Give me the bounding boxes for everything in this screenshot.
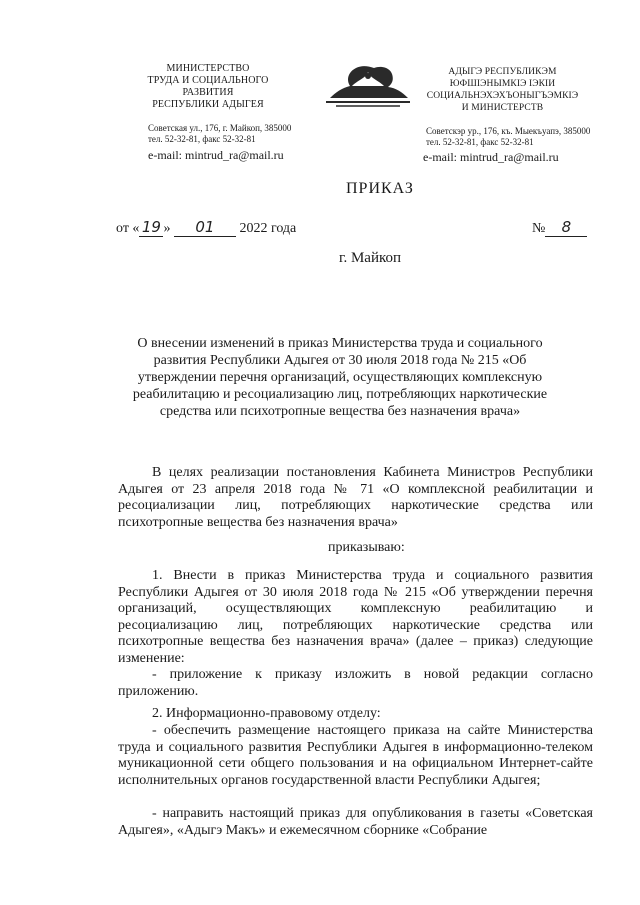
number-value: 8 bbox=[545, 218, 587, 237]
email-ady: e-mail: mintrud_ra@mail.ru bbox=[423, 150, 559, 164]
document-title: ПРИКАЗ bbox=[346, 180, 414, 197]
date-mid: » bbox=[163, 221, 171, 236]
address-line: Советская ул., 176, г. Майкоп, 385000 bbox=[148, 123, 292, 133]
order-number bbox=[532, 218, 587, 237]
clause-item: - приложение к приказу изложить в новой редакции согласно приложению. bbox=[118, 667, 593, 699]
order-subject: О внесении изменений в приказ Министерства труда и социального развития Республики Адыгея от 30 июля 2018 года № 215 «Об утверждении перечня организаций, осуществляющих комплексную реабилитацию и ресоциализацию лиц, потребляющих наркотические средства или психотропные вещества без назначения врача» bbox=[132, 336, 548, 419]
phone-line: тел. 52-32-81, факс 52-32-81 bbox=[148, 134, 256, 144]
orders-word: приказываю: bbox=[328, 540, 405, 555]
preamble: В целях реализации постановления Кабинета Министров Республики Адыгея от 23 апреля 2018 года № 71 «О комплексной реабилитации и ресоциализации лиц, потребляющих наркотические средства или психотропные вещества без назначения врача» bbox=[118, 465, 593, 530]
city: г. Майкоп bbox=[339, 250, 402, 266]
clause-1 bbox=[118, 568, 593, 700]
address-ru bbox=[148, 123, 291, 145]
ministry-line: ТРУДА И СОЦИАЛЬНОГО bbox=[147, 75, 269, 86]
ministry-line: СОЦИАЛЬНЭХЭХЪОНЫГЪЭМКІЭ bbox=[426, 91, 579, 101]
ministry-line: МИНИСТЕРСТВО bbox=[166, 63, 250, 74]
email-ru: e-mail: mintrud_ra@mail.ru bbox=[148, 148, 284, 162]
clause-2: 2. Информационно-правовому отделу: bbox=[152, 706, 381, 721]
number-prefix: № bbox=[532, 221, 546, 236]
republic-emblem-icon bbox=[322, 58, 414, 110]
clause-text: 1. Внести в приказ Министерства труда и социального развития Республики Адыгея от 30 июля 2018 года № 215 «Об утверждении перечня организаций, осуществляющих комплексную реабилитацию и ресоциализацию лиц, потребляющих наркотические средства или психотропные вещества без назначения врача» (далее – приказ) следующие изменение: bbox=[118, 568, 593, 666]
ministry-line: АДЫГЭ РЕСПУБЛИКЭМ bbox=[448, 67, 557, 77]
ministry-line: РЕСПУБЛИКИ АДЫГЕЯ bbox=[152, 99, 264, 110]
date-day: 19 bbox=[139, 218, 163, 237]
phone-line: тел. 52-32-81, факс 52-32-81 bbox=[426, 137, 534, 147]
ministry-line: ЮФШІЭНЫМКІЭ ІЭКІИ bbox=[449, 79, 556, 89]
date-prefix: от « bbox=[116, 221, 140, 236]
address-line: Советскэр ур., 176, къ. Мыекъуапэ, 385000 bbox=[426, 126, 591, 136]
ministry-name-ady bbox=[420, 66, 585, 114]
address-ady bbox=[426, 126, 590, 148]
date-year: 2022 года bbox=[239, 221, 297, 236]
ministry-line: И МИНИСТЕРСТВ bbox=[461, 103, 544, 113]
date-month: 01 bbox=[174, 218, 236, 237]
ministry-name-ru bbox=[138, 63, 278, 111]
ministry-line: РАЗВИТИЯ bbox=[182, 87, 234, 98]
clause-item: - обеспечить размещение настоящего приказа на сайте Министерства труда и социального развития Республики Адыгея в информационно-телеком муникационной сети общего пользования и на официальном Интернет-сайте исполнительных органов государственной власти Республики Адыгея; bbox=[118, 723, 593, 788]
clause-item: - направить настоящий приказ для опубликования в газеты «Советская Адыгея», «Адыгэ Макъ» и ежемесячном сборнике «Собрание bbox=[118, 806, 593, 838]
order-date bbox=[116, 218, 296, 237]
